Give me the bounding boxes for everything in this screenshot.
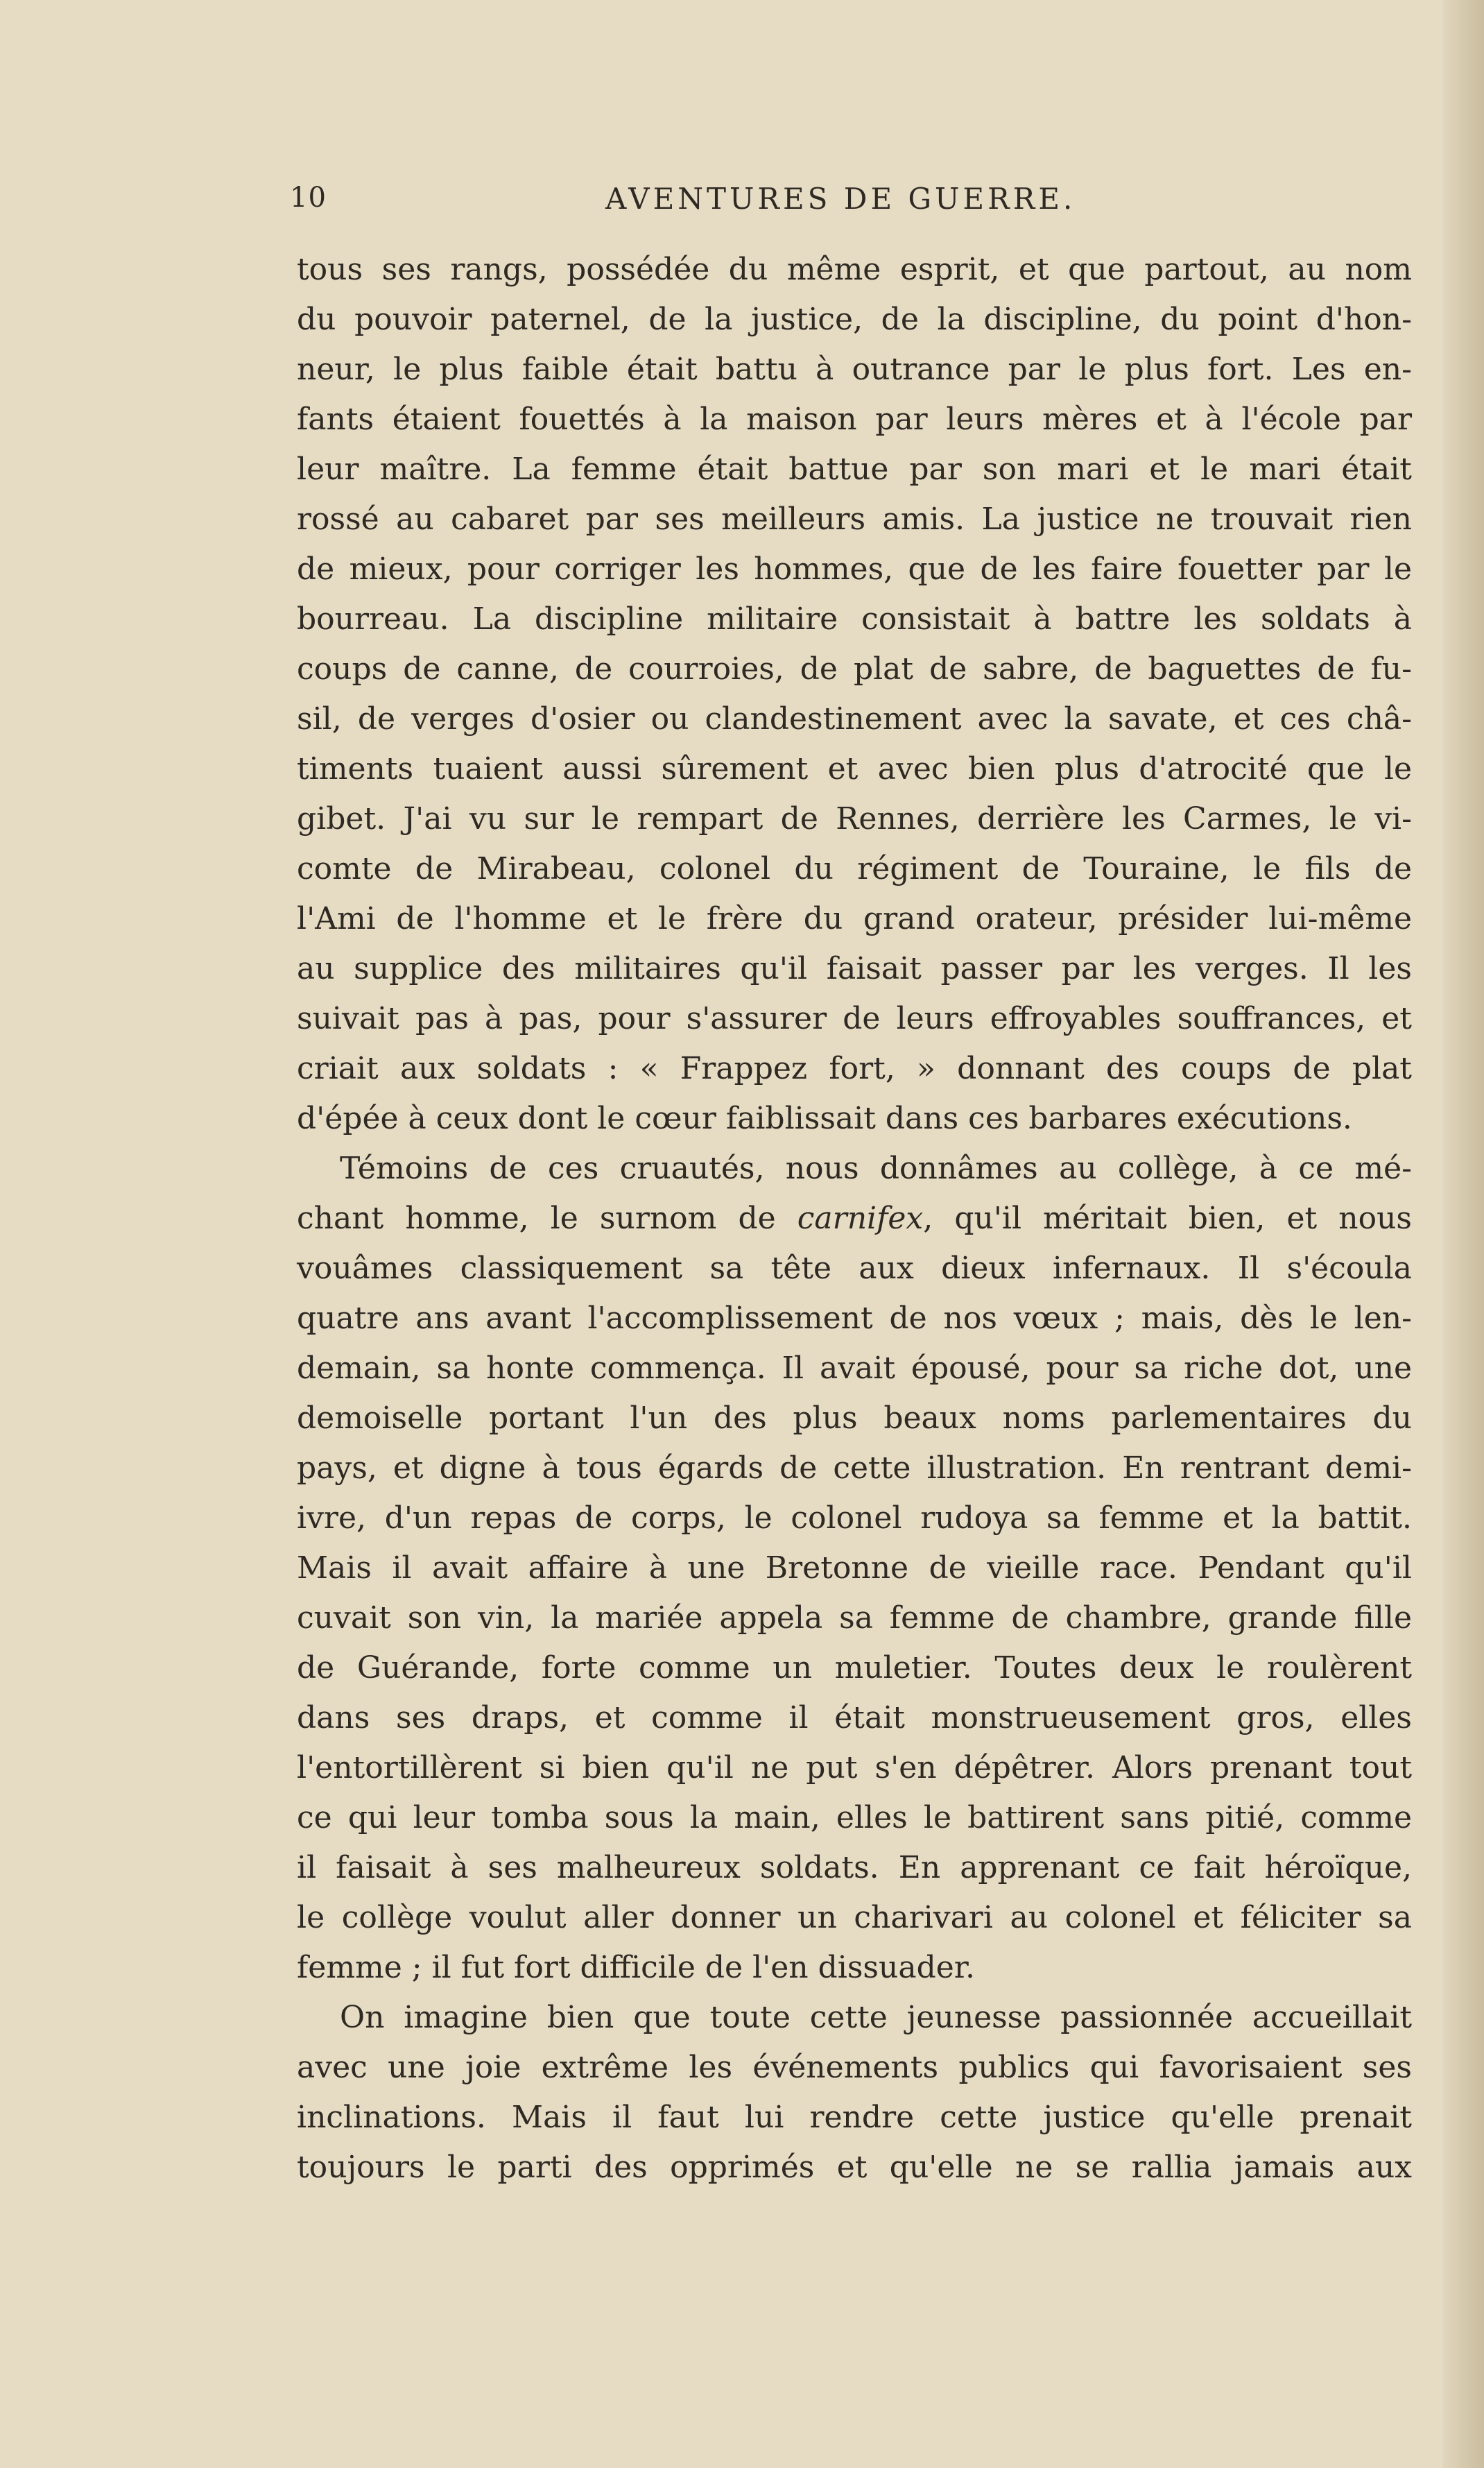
text-line: dans ses draps, et comme il était monstrueusement gros, elles	[297, 1700, 1412, 1736]
text-line: de mieux, pour corriger les hommes, que de les faire fouetter par le	[297, 551, 1412, 587]
text-line: timents tuaient aussi sûrement et avec bien plus d'atrocité que le	[297, 751, 1412, 787]
text-line: il faisait à ses malheureux soldats. En apprenant ce fait héroïque,	[297, 1850, 1412, 1885]
text-line: pays, et digne à tous égards de cette illustration. En rentrant demi-	[297, 1450, 1412, 1486]
text-line: comte de Mirabeau, colonel du régiment de Touraine, le fils de	[297, 851, 1412, 886]
text-line: le collège voulut aller donner un charivari au colonel et féliciter sa	[297, 1900, 1412, 1935]
text-line: sil, de verges d'osier ou clandestinement avec la savate, et ces châ-	[297, 701, 1412, 737]
text-line: d'épée à ceux dont le cœur faiblissait dans ces barbares exécutions.	[297, 1101, 1352, 1136]
text-line: neur, le plus faible était battu à outrance par le plus fort. Les en-	[297, 352, 1412, 387]
text-line: coups de canne, de courroies, de plat de sabre, de baguettes de fu-	[297, 651, 1412, 687]
text-fragment: chant homme, le surnom de	[297, 1201, 797, 1236]
text-line: inclinations. Mais il faut lui rendre cette justice qu'elle prenait	[297, 2100, 1412, 2135]
text-fragment: , qu'il méritait bien, et nous	[923, 1201, 1413, 1236]
text-line: vouâmes classiquement sa tête aux dieux infernaux. Il s'écoula	[297, 1251, 1412, 1286]
text-line: ivre, d'un repas de corps, le colonel rudoya sa femme et la battit.	[297, 1500, 1412, 1536]
text-line: Mais il avait affaire à une Bretonne de vieille race. Pendant qu'il	[297, 1550, 1412, 1586]
text-line-with-italic	[297, 1194, 1412, 1244]
text-line: demoiselle portant l'un des plus beaux noms parlementaires du	[297, 1400, 1412, 1436]
page-number: 10	[290, 182, 327, 214]
text-line: tous ses rangs, possédée du même esprit, et que partout, au nom	[297, 252, 1412, 287]
text-line: ce qui leur tomba sous la main, elles le battirent sans pitié, comme	[297, 1800, 1412, 1835]
text-line: l'entortillèrent si bien qu'il ne put s'en dépêtrer. Alors prenant tout	[297, 1750, 1412, 1785]
italic-term: carnifex	[797, 1201, 924, 1236]
text-line: au supplice des militaires qu'il faisait passer par les verges. Il les	[297, 951, 1412, 986]
running-title: AVENTURES DE GUERRE.	[605, 182, 1076, 216]
paragraph-start-line: Témoins de ces cruautés, nous donnâmes au collège, à ce mé-	[340, 1151, 1412, 1186]
paragraph-start-line: On imagine bien que toute cette jeunesse passionnée accueillait	[340, 2000, 1412, 2035]
text-line: du pouvoir paternel, de la justice, de la discipline, du point d'hon-	[297, 302, 1412, 337]
text-line: criait aux soldats : « Frappez fort, » donnant des coups de plat	[297, 1051, 1412, 1086]
text-line: cuvait son vin, la mariée appela sa femme de chambre, grande fille	[297, 1600, 1412, 1636]
text-line: bourreau. La discipline militaire consistait à battre les soldats à	[297, 601, 1412, 637]
text-line: demain, sa honte commença. Il avait épousé, pour sa riche dot, une	[297, 1351, 1412, 1386]
text-line: suivait pas à pas, pour s'assurer de leurs effroyables souffrances, et	[297, 1001, 1412, 1036]
text-line: fants étaient fouettés à la maison par leurs mères et à l'école par	[297, 402, 1412, 437]
text-line: rossé au cabaret par ses meilleurs amis. La justice ne trouvait rien	[297, 502, 1412, 537]
text-line: leur maître. La femme était battue par son mari et le mari était	[297, 452, 1412, 487]
page-edge-shadow	[1442, 0, 1484, 2468]
body-text	[297, 245, 1412, 2193]
text-line: femme ; il fut fort difficile de l'en dissuader.	[297, 1950, 975, 1985]
page-header	[290, 182, 1143, 223]
text-line: toujours le parti des opprimés et qu'elle ne se rallia jamais aux	[297, 2150, 1412, 2185]
text-line: de Guérande, forte comme un muletier. Toutes deux le roulèrent	[297, 1650, 1412, 1686]
text-line: gibet. J'ai vu sur le rempart de Rennes, derrière les Carmes, le vi-	[297, 801, 1412, 837]
text-line: avec une joie extrême les événements publics qui favorisaient ses	[297, 2050, 1412, 2085]
text-line: l'Ami de l'homme et le frère du grand orateur, présider lui-même	[297, 901, 1412, 936]
text-line: quatre ans avant l'accomplissement de nos vœux ; mais, dès le len-	[297, 1301, 1412, 1336]
